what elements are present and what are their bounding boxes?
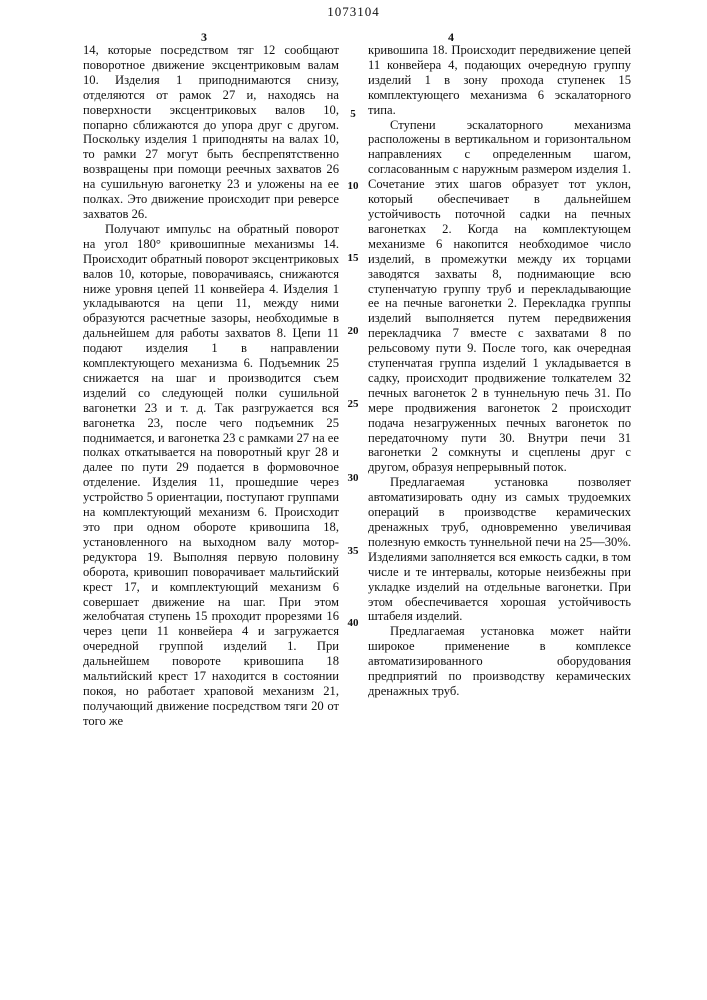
paragraph: кривошипа 18. Происходит передвижение цепей 11 конвейера 4, подающих очередную группу изделий 1 в зону прохода ступенек 15 комплектующего механизма 6 эскалаторного типа. bbox=[368, 43, 631, 118]
paragraph: Получают импульс на обратный поворот на угол 180° кривошипные механизмы 14. Происходит обратный поворот эксцентриковых валов 10, которые, поворачиваясь, снижаются ниже уровня цепей 11 конвейера 4. Изделия 1 укладываются на цепи 11, между ними образуются расчетные зазоры, необходимые в дальнейшем для работы захватов 8. Цепи 11 подают изделия 1 в направлении комплектующего механизма 6. Подъемник 25 снижается на шаг и производится съем изделий со следующей полки сушильной вагонетки 23 и т. д. Так разгружается вся вагонетка 23, после чего подъемник 25 поднимается, и вагонетка 23 с рамками 27 на ее полках откатывается на поворотный круг 28 и далее по пути 29 подается в формовочное отделение. Изделия 11, прошедшие через устройство 5 ориентации, поступают группами на комплектующий механизм 6. Происходит это при одном обороте кривошипа 18, установленного на выходном валу мотор-редуктора 19. Выполняя первую половину оборота, кривошип поворачивает мальтийский крест 17, и комплектующий механизм 6 совершает движение на шаг. При этом желобчатая ступень 15 проходит прорезями 16 через цепи 11 конвейера 4 и загружается очередной группой изделий 1. При дальнейшем повороте кривошипа 18 мальтийский крест 17 находится в состоянии покоя, но работает храповой механизм 21, получающий движение посредством тяги 20 от того же bbox=[83, 222, 339, 729]
right-column bbox=[368, 43, 631, 699]
left-column bbox=[83, 43, 339, 729]
document-number: 1073104 bbox=[0, 4, 707, 20]
line-number: 10 bbox=[345, 180, 361, 192]
line-number: 25 bbox=[345, 398, 361, 410]
paragraph: Предлагаемая установка может найти широкое применение в комплексе автоматизированного оборудования предприятий по производству керамических дренажных труб. bbox=[368, 624, 631, 699]
paragraph: Ступени эскалаторного механизма расположены в вертикальном и горизонтальном направлениях с определенным шагом, согласованным с наружным размером изделия 1. Сочетание этих шагов образует тот уклон, который обеспечивает в дальнейшем устойчивость поточной садки на печных вагонетках 2. Когда на комплектующем механизме 6 накопится необходимое число изделий, в промежутки между их торцами заводятся захваты 8, поднимающие всю ступенчатую группу труб и перекладывающие ее на печные вагонетки 2. Перекладка группы изделий выполняется путем передвижения перекладчика 7 вместе с захватами 8 по рельсовому пути 9. После того, как очередная ступенчатая группа изделий 1 укладывается в садку, происходит продвижение толкателем 32 печных вагонеток 2 в туннельную печь 31. По мере продвижения вагонеток 2 происходит подача незагруженных печных вагонеток по передаточному пути 30. Внутри печи 31 вагонетки 2 сомкнуты и сцеплены друг с другом, образуя непрерывный поток. bbox=[368, 118, 631, 476]
paragraph: Предлагаемая установка позволяет автоматизировать одну из самых трудоемких операций в производстве керамических дренажных труб, одновременно увеличивая полезную емкость туннельной печи на 25—30%. Изделиями заполняется вся емкость садки, в том числе и те интервалы, которые неизбежны при укладке изделий на отдельные вагонетки. При этом обеспечивается хорошая устойчивость штабеля изделий. bbox=[368, 475, 631, 624]
line-number: 15 bbox=[345, 252, 361, 264]
page-number-right: 4 bbox=[448, 30, 454, 45]
page-number-left: 3 bbox=[201, 30, 207, 45]
line-number: 30 bbox=[345, 472, 361, 484]
line-number: 5 bbox=[345, 108, 361, 120]
paragraph: 14, которые посредством тяг 12 сообщают поворотное движение эксцентриковым валам 10. Изделия 1 приподнимаются снизу, отделяются от рамок 27 и, находясь на поверхности эксцентриковых валов 10, попарно сближаются до упора друг с другом. Поскольку изделия 1 приподняты на валах 10, то рамки 27 могут быть беспрепятственно возвращены при помощи реечных захватов 26 на сушильную вагонетку 23 и уложены на ее полках. Это движение происходит при реверсе захватов 26. bbox=[83, 43, 339, 222]
line-number: 40 bbox=[345, 617, 361, 629]
line-number: 35 bbox=[345, 545, 361, 557]
line-number: 20 bbox=[345, 325, 361, 337]
